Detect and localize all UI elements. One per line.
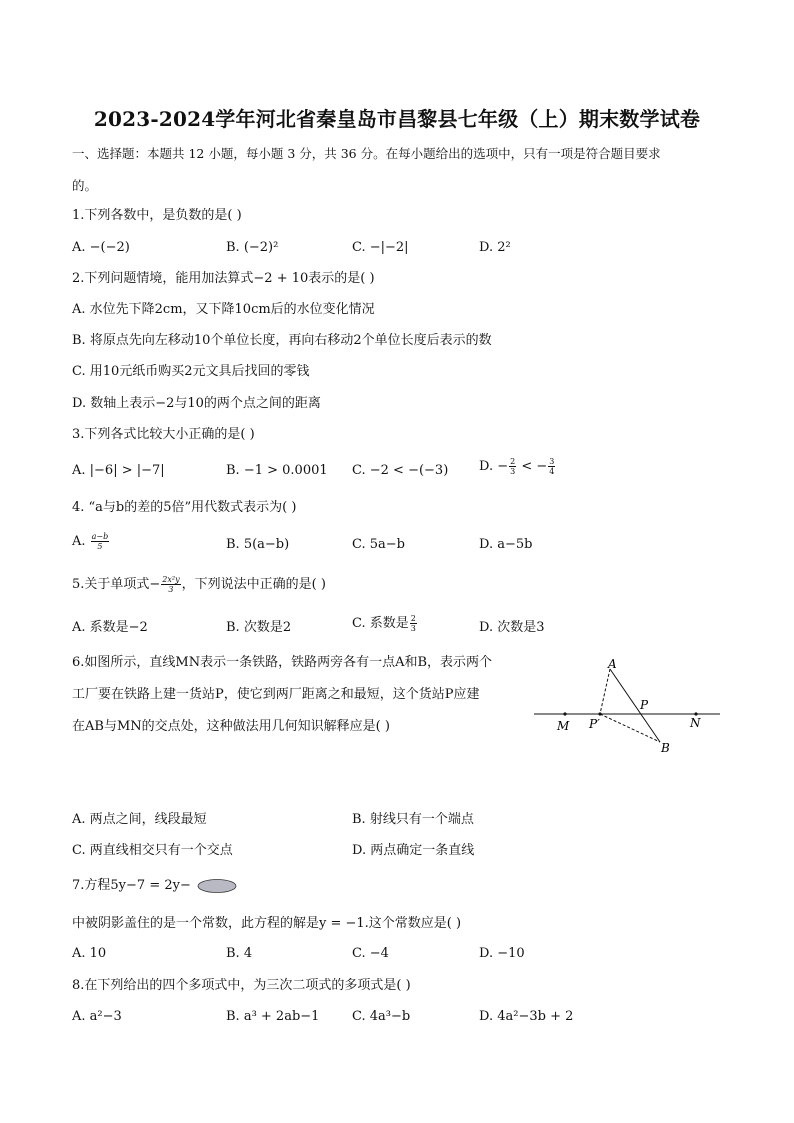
shaded-blot-icon: [196, 878, 238, 894]
point-p-prime: [598, 712, 601, 715]
q1-stem: 1.下列各数中，是负数的是( ): [72, 208, 242, 223]
q3-option-c: C. −2 < −(−3): [352, 463, 449, 478]
q8-stem: 8.在下列给出的四个多项式中，为三次二项式的多项式是( ): [72, 978, 411, 993]
fraction: [509, 457, 516, 476]
q2-option-c: C. 用10元纸币购买2元文具后找回的零钱: [72, 364, 310, 379]
q4-option-b: B. 5(a−b): [226, 537, 290, 552]
q4-stem: 4. “a与b的差的5倍”用代数式表示为( ): [72, 500, 297, 515]
label-p: P: [640, 698, 649, 712]
q1-option-a: A. −(−2): [72, 240, 130, 255]
q5-stem: [72, 575, 326, 594]
q6-option-d: D. 两点确定一条直线: [352, 843, 475, 858]
page-title: 2023-2024学年河北省秦皇岛市昌黎县七年级（上）期末数学试卷: [93, 107, 701, 131]
q8-option-d: D. 4a²−3b + 2: [479, 1009, 574, 1024]
q1-option-b: B. (−2)²: [226, 240, 279, 255]
label-p-prime: P′: [589, 717, 600, 731]
segment-ap-prime: [600, 669, 610, 714]
fraction-numerator: 2x²y: [162, 575, 180, 584]
q1-option-c: C. −|−2|: [352, 240, 409, 255]
q3-d-mid: < −: [517, 459, 548, 474]
fraction-numerator: 3: [549, 457, 555, 466]
fraction-denominator: 3: [168, 585, 174, 594]
q7-option-c: C. −4: [352, 946, 389, 961]
q5-option-d: D. 次数是3: [479, 620, 545, 635]
q6-option-a: A. 两点之间，线段最短: [72, 812, 207, 827]
q6-figure: [530, 652, 724, 754]
fraction: [161, 575, 180, 594]
q5-option-b: B. 次数是2: [226, 620, 292, 635]
q6-stem-line1: 6.如图所示，直线MN表示一条铁路，铁路两旁各有一点A和B，表示两个: [72, 655, 493, 670]
q3-stem: 3.下列各式比较大小正确的是( ): [72, 427, 255, 442]
q7-stem-text: 7.方程5y−7 = 2y−: [72, 878, 191, 893]
q3-option-d: [479, 457, 556, 476]
fraction: [410, 614, 417, 633]
q1-option-d: D. 2²: [479, 240, 511, 255]
fraction-denominator: 5: [97, 542, 103, 551]
point-m: [563, 712, 566, 715]
q2-stem: 2.下列问题情境，能用加法算式−2 + 10表示的是( ): [72, 271, 375, 286]
q7-stem: [72, 877, 238, 895]
q3-option-b: B. −1 > 0.0001: [226, 463, 328, 478]
fraction-denominator: 4: [549, 467, 555, 476]
fraction-denominator: 3: [410, 624, 416, 633]
q6-option-b: B. 射线只有一个端点: [352, 812, 474, 827]
q8-option-a: A. a²−3: [72, 1009, 122, 1024]
section-instructions-line1: 一、选择题：本题共 12 小题，每小题 3 分，共 36 分。在每小题给出的选项中，只有一项是符合题目要求: [72, 146, 661, 161]
fraction: [548, 457, 555, 476]
fraction-numerator: a−b: [91, 532, 109, 541]
q5-stem-suffix: ，下列说法中正确的是( ): [181, 577, 326, 592]
q4-option-a: [72, 532, 110, 551]
q8-option-b: B. a³ + 2ab−1: [226, 1009, 320, 1024]
label-a: A: [608, 657, 617, 671]
label-b: B: [661, 741, 670, 754]
label-m: M: [557, 719, 570, 733]
q5-c-prefix: C. 系数是: [352, 616, 409, 631]
q4-option-d: D. a−5b: [479, 537, 533, 552]
q6-option-c: C. 两直线相交只有一个交点: [72, 843, 233, 858]
section-instructions-line2: 的。: [72, 178, 98, 193]
q6-stem-line3: 在AB与MN的交点处，这种做法用几何知识解释应是( ): [72, 719, 390, 734]
q2-option-b: B. 将原点先向左移动10个单位长度，再向右移动2个单位长度后表示的数: [72, 333, 492, 348]
q4-a-prefix: A.: [72, 534, 90, 549]
q7-stem-line2: 中被阴影盖住的是一个常数，此方程的解是y = −1.这个常数应是( ): [72, 916, 462, 931]
q3-d-prefix: D. −: [479, 459, 509, 474]
q5-stem-prefix: 5.关于单项式−: [72, 577, 161, 592]
segment-ab: [610, 669, 660, 742]
q7-option-a: A. 10: [72, 946, 107, 961]
fraction-denominator: 3: [510, 467, 516, 476]
q8-option-c: C. 4a³−b: [352, 1009, 411, 1024]
q2-option-a: A. 水位先下降2cm，又下降10cm后的水位变化情况: [72, 302, 375, 317]
label-n: N: [690, 716, 701, 730]
fraction: [91, 532, 110, 551]
q6-stem-line2: 工厂要在铁路上建一货站P，使它到两厂距离之和最短，这个货站P应建: [72, 687, 480, 702]
q7-option-d: D. −10: [479, 946, 525, 961]
fraction-numerator: 2: [410, 614, 416, 623]
q4-option-c: C. 5a−b: [352, 537, 405, 552]
q2-option-d: D. 数轴上表示−2与10的两个点之间的距离: [72, 396, 321, 411]
q5-option-a: A. 系数是−2: [72, 620, 148, 635]
q5-option-c: [352, 614, 418, 633]
q3-option-a: A. |−6| > |−7|: [72, 463, 165, 478]
fraction-numerator: 2: [510, 457, 516, 466]
q7-option-b: B. 4: [226, 946, 253, 961]
